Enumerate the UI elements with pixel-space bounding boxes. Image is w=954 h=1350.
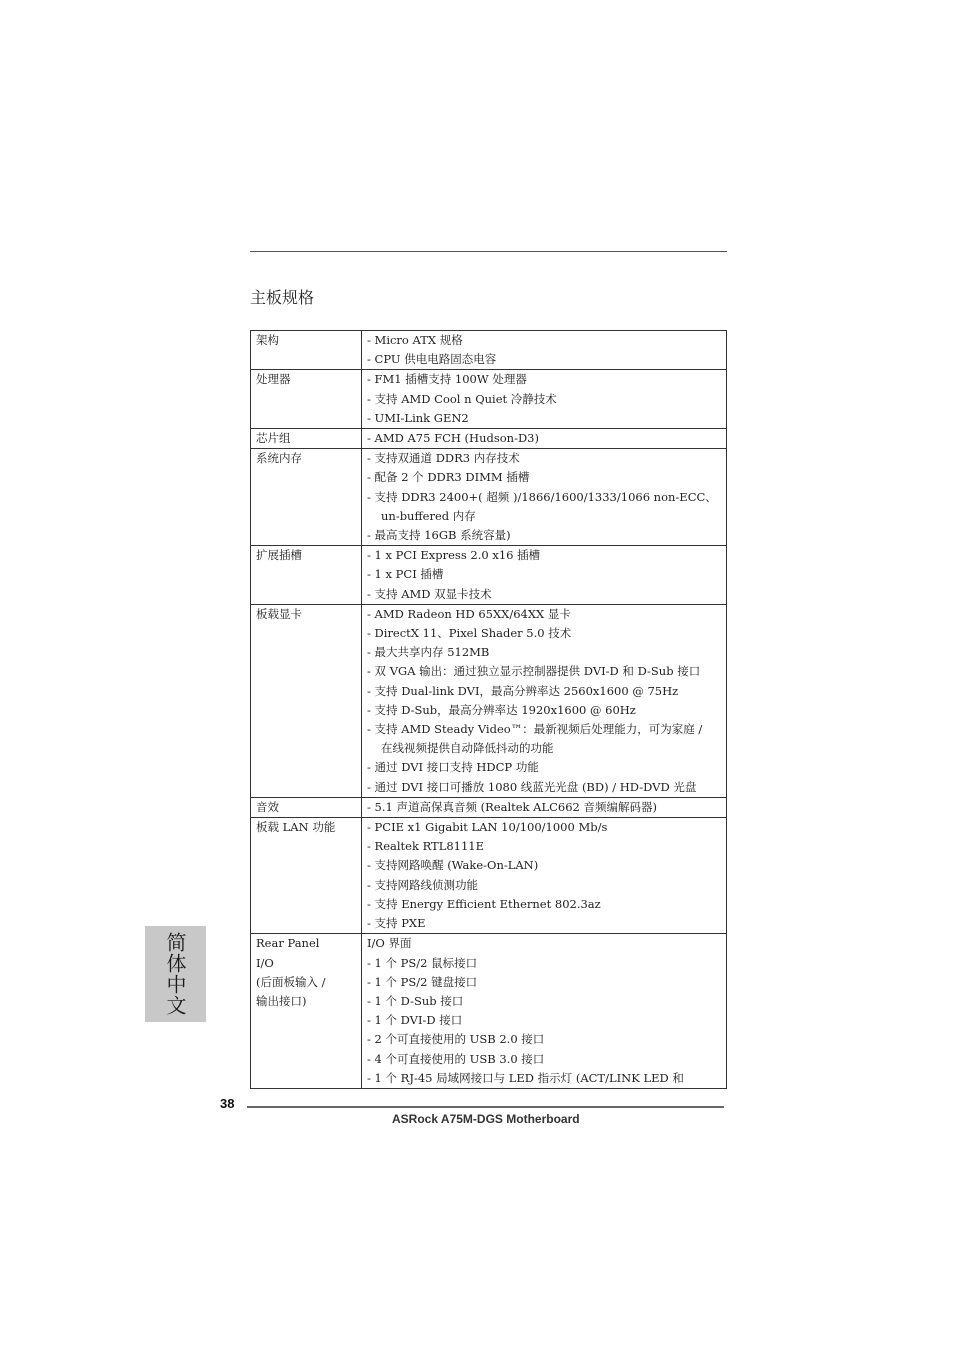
spec-label	[251, 331, 362, 370]
spec-row	[251, 331, 727, 370]
spec-value-line: - 1 个 PS/2 键盘接口	[367, 974, 478, 989]
top-rule	[250, 251, 727, 252]
spec-value-line: - 1 个 PS/2 鼠标接口	[367, 955, 478, 970]
spec-value	[362, 331, 727, 370]
spec-value-line: - 2 个可直接使用的 USB 2.0 接口	[367, 1032, 545, 1047]
spec-value-line: - 支持 DDR3 2400+( 超频 )/1866/1600/1333/1066 non-ECC、	[367, 489, 717, 504]
spec-value-line: - 1 个 RJ-45 局域网接口与 LED 指示灯 (ACT/LINK LED 和	[367, 1070, 684, 1085]
language-tab-label: 简体中文	[163, 932, 187, 1016]
spec-table	[250, 330, 727, 1089]
spec-value-line: - 支持双通道 DDR3 内存技术	[367, 451, 520, 466]
spec-value-line: - 支持 AMD Steady Video™：最新视频后处理能力，可为家庭 /	[367, 722, 703, 737]
spec-label-line: 板载 LAN 功能	[256, 820, 336, 835]
spec-value-line: - AMD A75 FCH (Hudson-D3)	[367, 431, 539, 446]
spec-label-line: 系统内存	[256, 451, 302, 466]
spec-value-line: un-buffered 内存	[381, 508, 476, 523]
spec-value-line: - 1 个 DVI-D 接口	[367, 1013, 463, 1028]
spec-value-line: - 支持 AMD Cool n Quiet 冷静技术	[367, 391, 557, 406]
spec-label-line: 扩展插槽	[256, 548, 302, 563]
spec-value	[362, 604, 727, 797]
spec-value-line: - AMD Radeon HD 65XX/64XX 显卡	[367, 606, 571, 621]
spec-value	[362, 449, 727, 546]
spec-value-line: - 支持 D-Sub，最高分辨率达 1920x1600 @ 60Hz	[367, 702, 636, 717]
spec-value-line: - 通过 DVI 接口可播放 1080 线蓝光光盘 (BD) / HD-DVD 光盘	[367, 779, 697, 794]
spec-value	[362, 546, 727, 605]
spec-label	[251, 429, 362, 449]
spec-label-line: (后面板输入 /	[256, 974, 326, 989]
footer-product-name: ASRock A75M-DGS Motherboard	[392, 1112, 580, 1126]
spec-value-line: - CPU 供电电路固态电容	[367, 352, 497, 367]
spec-row	[251, 934, 727, 1089]
spec-label	[251, 546, 362, 605]
spec-value	[362, 429, 727, 449]
spec-value-line: - 1 个 D-Sub 接口	[367, 993, 464, 1008]
spec-value-line: - FM1 插槽支持 100W 处理器	[367, 372, 527, 387]
spec-row	[251, 818, 727, 934]
spec-value-line: - 1 x PCI 插槽	[367, 567, 444, 582]
spec-value-line: - 支持网路线侦测功能	[367, 877, 479, 892]
language-tab	[145, 926, 206, 1022]
bottom-rule	[247, 1106, 724, 1108]
spec-label-line: 芯片组	[256, 431, 291, 446]
spec-label	[251, 449, 362, 546]
spec-value-line: I/O 界面	[367, 936, 412, 951]
spec-row	[251, 370, 727, 429]
spec-label-line: Rear Panel	[256, 936, 320, 951]
spec-value-line: - 1 x PCI Express 2.0 x16 插槽	[367, 548, 541, 563]
spec-value-line: - Micro ATX 规格	[367, 333, 463, 347]
spec-label	[251, 604, 362, 797]
spec-value-line: - 支持 Dual-link DVI，最高分辨率达 2560x1600 @ 75Hz	[367, 683, 679, 698]
spec-value-line: 在线视频提供自动降低抖动的功能	[381, 741, 554, 756]
spec-label	[251, 934, 362, 1089]
spec-label-line: 板载显卡	[256, 606, 302, 621]
spec-row	[251, 604, 727, 797]
spec-value-line: - 支持网路唤醒 (Wake-On-LAN)	[367, 858, 539, 873]
spec-value-line: - 最高支持 16GB 系统容量)	[367, 528, 511, 543]
spec-row	[251, 429, 727, 449]
page-title: 主板规格	[250, 288, 315, 307]
spec-label-line: 架构	[256, 333, 279, 347]
spec-label	[251, 797, 362, 817]
spec-value	[362, 818, 727, 934]
spec-row	[251, 797, 727, 817]
spec-label-line: 处理器	[256, 372, 291, 387]
spec-value	[362, 370, 727, 429]
spec-label-line: I/O	[256, 955, 274, 970]
spec-value-line: - 通过 DVI 接口支持 HDCP 功能	[367, 760, 539, 775]
spec-label-line: 输出接口)	[256, 993, 307, 1008]
spec-value-line: - UMI-Link GEN2	[367, 410, 469, 425]
spec-value-line: - 4 个可直接使用的 USB 3.0 接口	[367, 1051, 545, 1066]
spec-value	[362, 797, 727, 817]
spec-value-line: - 支持 AMD 双显卡技术	[367, 586, 492, 601]
spec-value-line: - 5.1 声道高保真音频 (Realtek ALC662 音频编解码器)	[367, 799, 658, 814]
spec-value	[362, 934, 727, 1089]
spec-value-line: - DirectX 11、Pixel Shader 5.0 技术	[367, 626, 572, 641]
spec-value-line: - 支持 Energy Efficient Ethernet 802.3az	[367, 896, 601, 911]
page-number: 38	[220, 1096, 235, 1111]
spec-label-line: 音效	[256, 799, 279, 814]
spec-value-line: - 最大共享内存 512MB	[367, 645, 490, 660]
spec-value-line: - 双 VGA 输出：通过独立显示控制器提供 DVI-D 和 D-Sub 接口	[367, 664, 701, 679]
spec-row	[251, 449, 727, 546]
spec-value-line: - 配备 2 个 DDR3 DIMM 插槽	[367, 470, 530, 485]
spec-value-line: - PCIE x1 Gigabit LAN 10/100/1000 Mb/s	[367, 820, 608, 835]
spec-value-line: - Realtek RTL8111E	[367, 839, 485, 854]
spec-row	[251, 546, 727, 605]
spec-label	[251, 818, 362, 934]
spec-value-line: - 支持 PXE	[367, 916, 426, 931]
spec-label	[251, 370, 362, 429]
